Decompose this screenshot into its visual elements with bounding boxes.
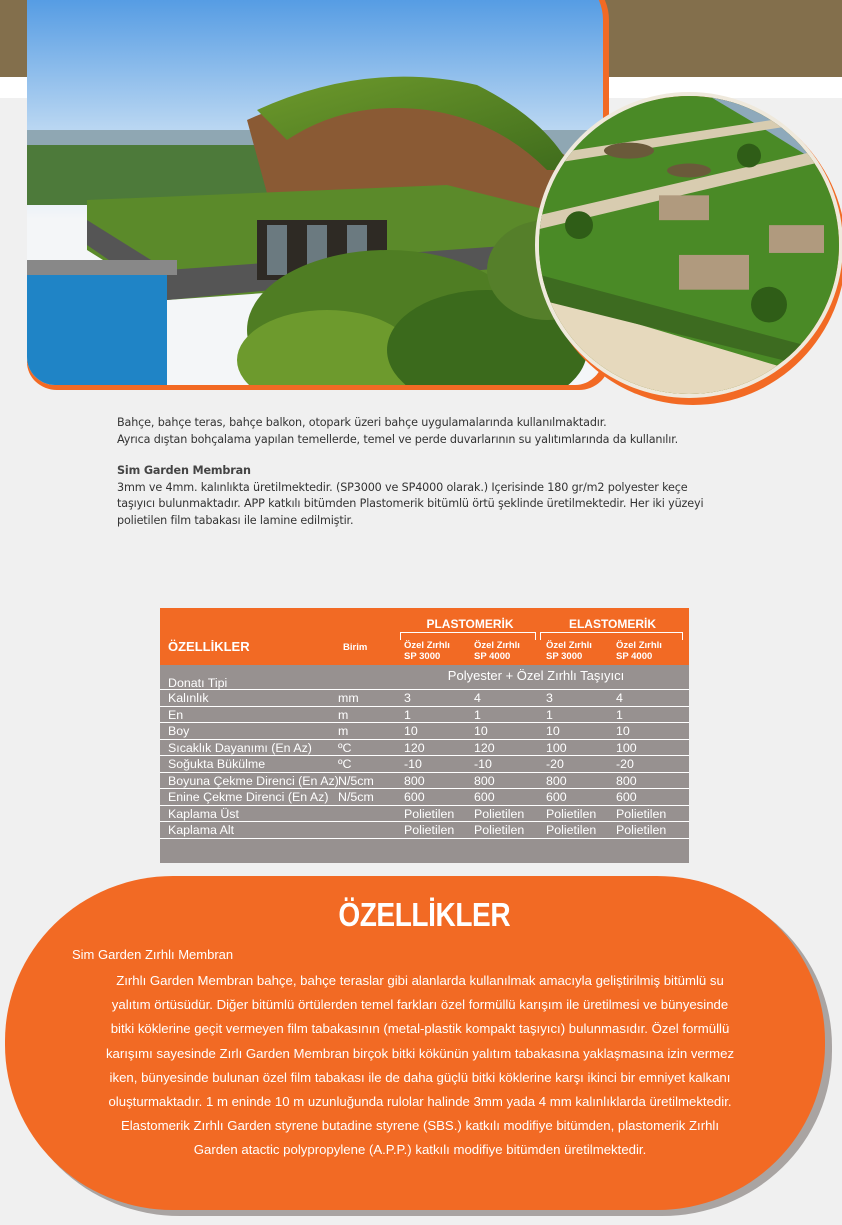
column-header-line2: SP 4000 xyxy=(474,651,511,662)
table-row xyxy=(160,723,689,740)
row-label: Donatı Tipi xyxy=(168,676,228,690)
column-header-line1: Özel Zırhlı xyxy=(546,640,592,651)
table-row xyxy=(160,806,689,823)
row-value: 600 xyxy=(616,790,637,804)
column-header xyxy=(404,640,450,662)
features-line: iken, bünyesinde bulunan özel film tabakası ile de daha güçlü bitki köklerine karşı ikinci bir emniyet kalkanı xyxy=(109,1069,731,1085)
spec-table-body xyxy=(160,665,689,839)
intro-line: Bahçe, bahçe teras, bahçe balkon, otopark üzeri bahçe uygulamalarında kullanılmaktadır. xyxy=(117,416,607,429)
row-value: 10 xyxy=(546,724,560,738)
table-row xyxy=(160,789,689,806)
group-bracket xyxy=(400,632,536,640)
intro-subtitle: Sim Garden Membran xyxy=(117,464,251,477)
column-header-line2: SP 3000 xyxy=(546,651,583,662)
features-line: yalıtım örtüsüdür. Diğer bitümlü örtülerden temel farkları özel formüllü karışım ile üretilmesi ve bünyesinde xyxy=(111,997,729,1013)
row-value: 4 xyxy=(616,691,623,705)
features-line: Zırhlı Garden Membran bahçe, bahçe teraslar gibi alanlarda kullanılmak amacıyla geliştirilmiş bitümlü su xyxy=(116,973,724,988)
table-row xyxy=(160,740,689,757)
row-value: -20 xyxy=(546,757,564,771)
intro-body-line: polietilen film tabakası ile lamine edilmiştir. xyxy=(117,513,354,527)
features-body xyxy=(5,969,835,1163)
row-value: 10 xyxy=(616,724,630,738)
row-value: Polyester + Özel Zırhlı Taşıyıcı xyxy=(447,668,625,683)
table-row xyxy=(160,822,689,839)
group-header-plastomerik: PLASTOMERİK xyxy=(426,617,514,631)
table-row-donati xyxy=(160,665,689,690)
row-value: 100 xyxy=(546,740,567,755)
spec-table xyxy=(160,608,689,863)
row-value: 4 xyxy=(474,691,481,705)
features-title: ÖZELLİKLER xyxy=(338,896,511,933)
row-unit: m xyxy=(338,707,349,722)
row-value: 600 xyxy=(404,790,425,804)
row-label: Boy xyxy=(168,724,190,738)
group-header-elastomerik: ELASTOMERİK xyxy=(568,617,657,631)
row-value: Polietilen xyxy=(546,823,597,837)
column-header-line2: SP 3000 xyxy=(404,651,441,662)
row-value: Polietilen xyxy=(474,806,525,821)
row-unit: ºC xyxy=(338,757,352,771)
row-value: 800 xyxy=(616,773,637,788)
row-unit: mm xyxy=(338,691,359,705)
row-value: 10 xyxy=(404,724,418,738)
row-value: -10 xyxy=(404,757,422,771)
features-line: Garden atactic polypropylene (A.P.P.) katkılı modifiye bitümden üretilmektedir. xyxy=(193,1142,647,1158)
rooftop-garden-park-photo xyxy=(535,92,842,398)
row-value: 3 xyxy=(404,691,411,705)
row-value: 1 xyxy=(546,707,553,722)
column-header xyxy=(546,640,592,662)
group-bracket xyxy=(540,632,683,640)
features-line: oluşturmaktadır. 1 m eninde 10 m uzunluğunda rulolar halinde 3mm yada 4 mm kalınlıklarda üretilmektedir. xyxy=(108,1094,732,1110)
features-panel xyxy=(5,876,825,1210)
row-unit: N/5cm xyxy=(338,773,374,788)
unit-header: Birim xyxy=(343,642,368,653)
table-row xyxy=(160,756,689,773)
row-value: 800 xyxy=(546,773,567,788)
column-header-line1: Özel Zırhlı xyxy=(474,640,520,651)
row-unit: N/5cm xyxy=(338,790,374,804)
intro-body-line: 3mm ve 4mm. kalınlıkta üretilmektedir. (SP3000 ve SP4000 olarak.) Içerisinde 180 gr/m2 polyester keçe xyxy=(117,480,688,494)
features-subtitle: Sim Garden Zırhlı Membran xyxy=(72,947,234,962)
row-value: Polietilen xyxy=(616,806,667,821)
table-row xyxy=(160,773,689,790)
intro-line: Ayrıca dıştan bohçalama yapılan temellerde, temel ve perde duvarlarının su yalıtımlarında da kullanılır. xyxy=(117,432,679,446)
row-value: 600 xyxy=(546,790,567,804)
row-value: 1 xyxy=(474,707,481,722)
row-label: Enine Çekme Direnci (En Az) xyxy=(168,790,329,804)
row-unit: m xyxy=(338,724,349,738)
row-label: Sıcaklık Dayanımı (En Az) xyxy=(168,740,312,755)
column-header xyxy=(616,640,662,662)
row-value: -20 xyxy=(616,757,634,771)
row-value: 100 xyxy=(616,740,637,755)
row-value: 800 xyxy=(404,773,425,788)
row-value: 10 xyxy=(474,724,488,738)
row-value: 1 xyxy=(616,707,623,722)
row-label: En xyxy=(168,707,184,722)
row-value: 800 xyxy=(474,773,495,788)
row-label: Kalınlık xyxy=(168,691,209,705)
row-unit: ºC xyxy=(338,740,352,755)
features-line: bitki köklerine geçit vermeyen film tabakasının (metal-plastik kompakt taşıyıcı) bulunmasıdır. Özel formüllü xyxy=(110,1021,730,1037)
row-value: 120 xyxy=(404,740,425,755)
row-value: Polietilen xyxy=(404,806,455,821)
row-value: 3 xyxy=(546,691,553,705)
table-title: ÖZELLİKLER xyxy=(168,639,250,654)
row-value: 600 xyxy=(474,790,495,804)
column-header-line2: SP 4000 xyxy=(616,651,653,662)
features-line: Elastomerik Zırhlı Garden styrene butadine styrene (SBS.) katkılı modifiye bitümden, plastomerik Zırhlı xyxy=(120,1118,720,1134)
row-value: Polietilen xyxy=(546,806,597,821)
table-row xyxy=(160,707,689,724)
row-label: Soğukta Bükülme xyxy=(168,757,266,771)
intro-body-line: taşıyıcı bulunmaktadır. APP katkılı bitümden Plastomerik bitümlü örtü şeklinde üretilmektedir. Her iki yüzeyi xyxy=(117,497,704,510)
row-value: Polietilen xyxy=(404,823,455,837)
row-value: Polietilen xyxy=(474,823,525,837)
row-value: 120 xyxy=(474,740,495,755)
column-header-line1: Özel Zırhlı xyxy=(616,640,662,651)
row-label: Boyuna Çekme Direnci (En Az) xyxy=(168,773,339,788)
row-value: 1 xyxy=(404,707,411,722)
spec-table-header xyxy=(160,608,689,665)
intro-text xyxy=(117,415,797,529)
row-value: -10 xyxy=(474,757,492,771)
table-row xyxy=(160,690,689,707)
row-label: Kaplama Üst xyxy=(168,806,239,821)
column-header xyxy=(474,640,520,662)
row-value: Polietilen xyxy=(616,823,667,837)
features-line: karışımı sayesinde Zırlı Garden Membran birçok bitki kökünün yalıtım tabakasına yaklaşmasına izin vermez xyxy=(105,1045,735,1061)
row-label: Kaplama Alt xyxy=(168,823,235,837)
green-roof-house-photo xyxy=(27,0,603,385)
column-header-line1: Özel Zırhlı xyxy=(404,640,450,651)
